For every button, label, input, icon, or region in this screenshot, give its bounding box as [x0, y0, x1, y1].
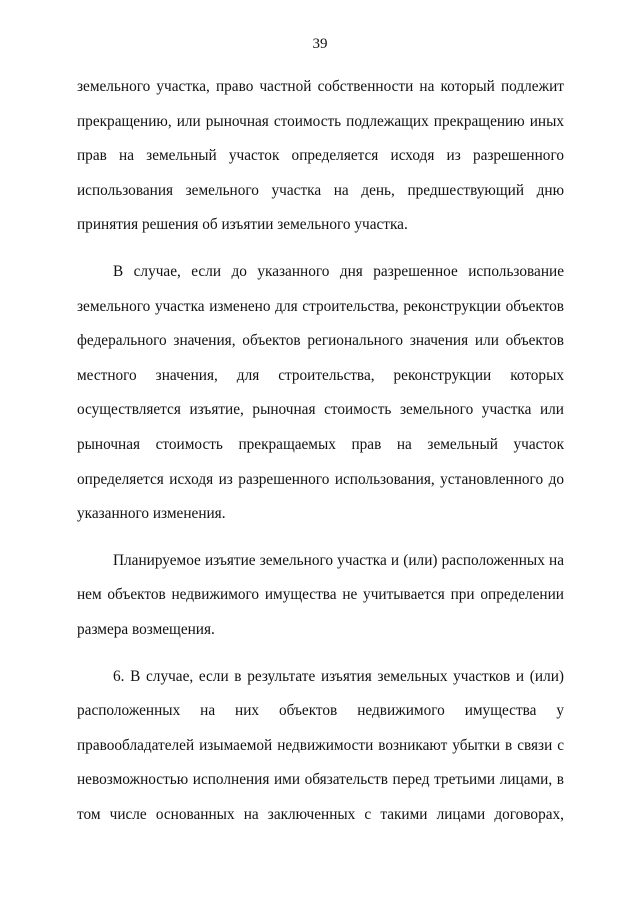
text-line: том числе основанных на заключенных с такими лицами договорах, [77, 805, 564, 823]
text-line: правообладателей изымаемой недвижимости возникают убытки в связи с [77, 736, 564, 754]
text-line: В случае, если до указанного дня разрешенное использование [113, 262, 564, 280]
text-line: расположенных на них объектов недвижимого имущества у [77, 702, 564, 720]
text-line: Планируемое изъятие земельного участка и (или) расположенных на [113, 551, 564, 569]
text-line: прекращению, или рыночная стоимость подлежащих прекращению иных [77, 112, 564, 130]
text-line: земельного участка, право частной собственности на который подлежит [77, 78, 564, 95]
paragraph-2 [77, 255, 564, 532]
text-line: нем объектов недвижимого имущества не учитывается при определении [77, 586, 564, 604]
text-line: 6. В случае, если в результате изъятия земельных участков и (или) [113, 667, 564, 685]
text-line: рыночная стоимость прекращаемых прав на земельный участок [77, 435, 564, 453]
text-line: размера возмещения. [77, 620, 215, 638]
text-line: местного значения, для строительства, реконструкции которых [77, 366, 564, 384]
paragraph-1 [77, 70, 564, 243]
paragraph-3 [77, 544, 564, 648]
text-line: указанного изменения. [77, 505, 226, 523]
text-line: невозможностью исполнения ими обязательств перед третьими лицами, в [77, 771, 564, 789]
text-line: земельного участка изменено для строительства, реконструкции объектов [77, 297, 564, 315]
text-line: определяется исходя из разрешенного использования, установленного до [77, 470, 564, 488]
text-line: федерального значения, объектов регионального значения или объектов [77, 332, 564, 350]
text-line: использования земельного участка на день, предшествующий дню [77, 181, 564, 199]
paragraph-4 [77, 660, 564, 833]
text-line: осуществляется изъятие, рыночная стоимость земельного участка или [77, 401, 564, 419]
document-body [77, 70, 564, 832]
text-line: прав на земельный участок определяется исходя из разрешенного [77, 147, 564, 165]
page-number: 39 [312, 36, 328, 52]
text-line: принятия решения об изъятии земельного участка. [77, 216, 408, 234]
